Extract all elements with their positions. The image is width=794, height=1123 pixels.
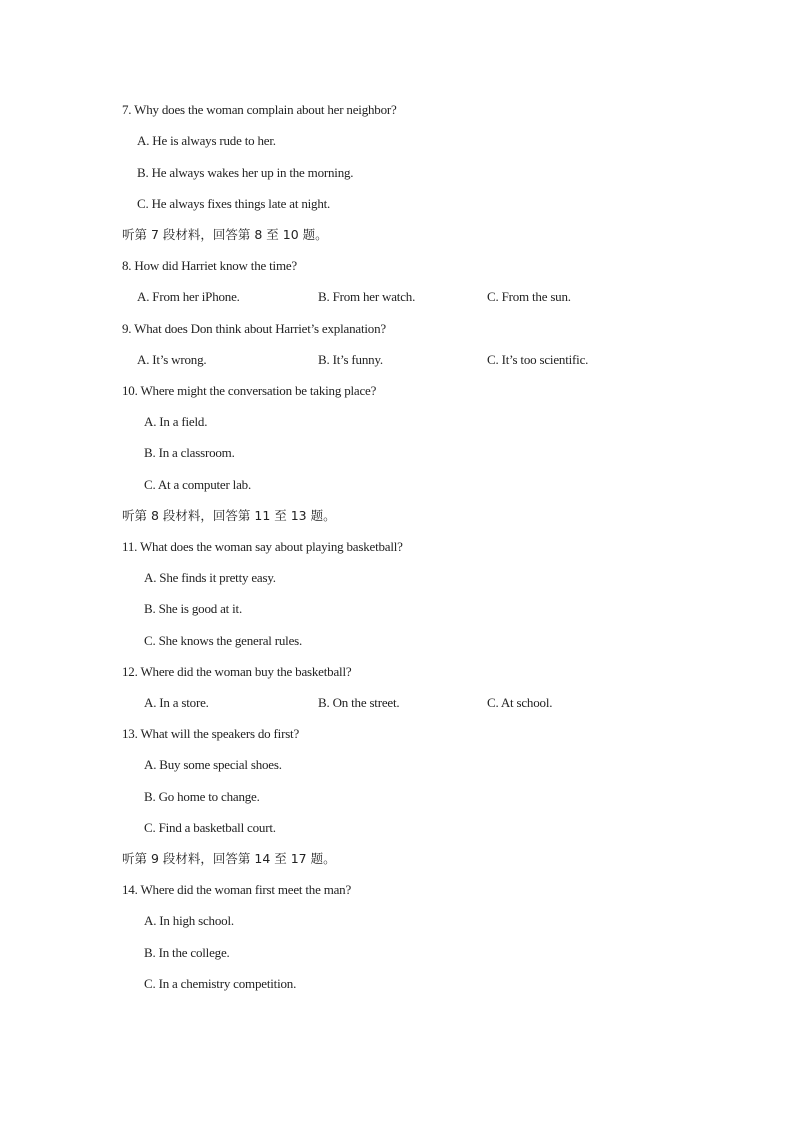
q9-option-b: B. It’s funny. — [318, 352, 383, 367]
q7-option-c: C. He always fixes things late at night. — [137, 196, 331, 211]
question-13: 13. What will the speakers do first? — [122, 726, 300, 741]
question-14: 14. Where did the woman first meet the man? — [122, 882, 352, 897]
section-heading-8: 听第 8 段材料，回答第 11 至 13 题。 — [122, 508, 336, 523]
q7-option-b: B. He always wakes her up in the morning. — [137, 165, 354, 180]
question-11: 11. What does the woman say about playing basketball? — [122, 539, 403, 554]
q14-option-b: B. In the college. — [144, 945, 230, 960]
q13-option-b: B. Go home to change. — [144, 789, 260, 804]
q13-option-c: C. Find a basketball court. — [144, 820, 276, 835]
q10-option-b: B. In a classroom. — [144, 445, 235, 460]
question-9: 9. What does Don think about Harriet’s explanation? — [122, 321, 386, 336]
question-7: 7. Why does the woman complain about her neighbor? — [122, 102, 397, 117]
q13-option-a: A. Buy some special shoes. — [144, 757, 282, 772]
question-8: 8. How did Harriet know the time? — [122, 258, 297, 273]
q12-option-c: C. At school. — [487, 695, 553, 710]
question-10: 10. Where might the conversation be taking place? — [122, 383, 377, 398]
q7-option-a: A. He is always rude to her. — [137, 133, 276, 148]
q9-option-a: A. It’s wrong. — [137, 352, 207, 367]
q10-option-c: C. At a computer lab. — [144, 477, 251, 492]
q9-option-c: C. It’s too scientific. — [487, 352, 589, 367]
q14-option-c: C. In a chemistry competition. — [144, 976, 297, 991]
q8-option-b: B. From her watch. — [318, 289, 416, 304]
section-heading-7: 听第 7 段材料，回答第 8 至 10 题。 — [122, 227, 328, 242]
q11-option-c: C. She knows the general rules. — [144, 633, 303, 648]
q12-option-a: A. In a store. — [144, 695, 209, 710]
q10-option-a: A. In a field. — [144, 414, 208, 429]
q14-option-a: A. In high school. — [144, 913, 234, 928]
q11-option-b: B. She is good at it. — [144, 601, 242, 616]
q8-option-a: A. From her iPhone. — [137, 289, 240, 304]
question-12: 12. Where did the woman buy the basketball? — [122, 664, 352, 679]
q8-option-c: C. From the sun. — [487, 289, 571, 304]
q12-option-b: B. On the street. — [318, 695, 400, 710]
section-heading-9: 听第 9 段材料，回答第 14 至 17 题。 — [122, 851, 336, 866]
q11-option-a: A. She finds it pretty easy. — [144, 570, 276, 585]
